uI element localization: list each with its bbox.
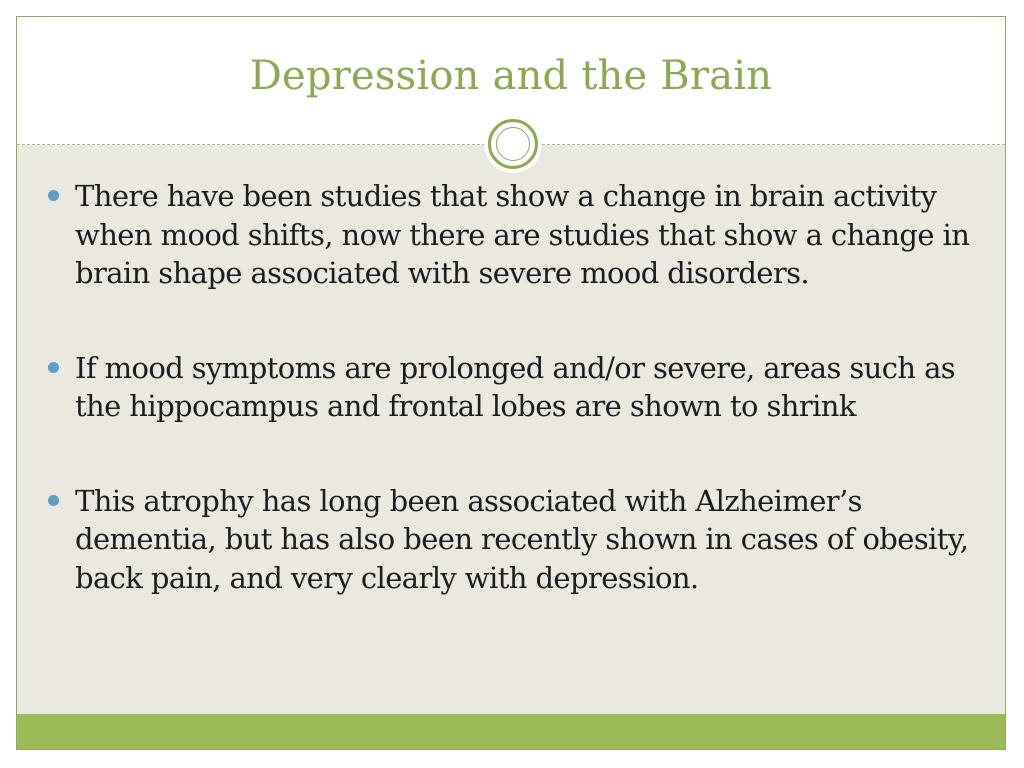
slide-title: Depression and the Brain [249,53,773,99]
bullet-list [17,177,1005,653]
bullet-item [17,177,1005,293]
bullet-dot-icon [48,495,59,506]
bullet-text: This atrophy has long been associated with Alzheimer’s dementia, but has also been recently shown in cases of obesity, back pain, and very clearly with depression. [75,483,969,595]
bottom-accent-bar [17,714,1005,749]
bullet-text: There have been studies that show a change in brain activity when mood shifts, now there are studies that show a change in brain shape associated with severe mood disorders. [75,179,970,290]
ornament-inner-ring [496,127,530,161]
bullet-item [17,482,1005,598]
slide [16,16,1006,750]
ornament-ring [488,119,538,169]
circle-ornament-icon [484,115,542,173]
bullet-dot-icon [48,362,59,373]
bullet-text: If mood symptoms are prolonged and/or severe, areas such as the hippocampus and frontal lobes are shown to shrink [75,350,956,423]
bullet-item [17,349,1005,426]
bullet-dot-icon [48,190,59,201]
